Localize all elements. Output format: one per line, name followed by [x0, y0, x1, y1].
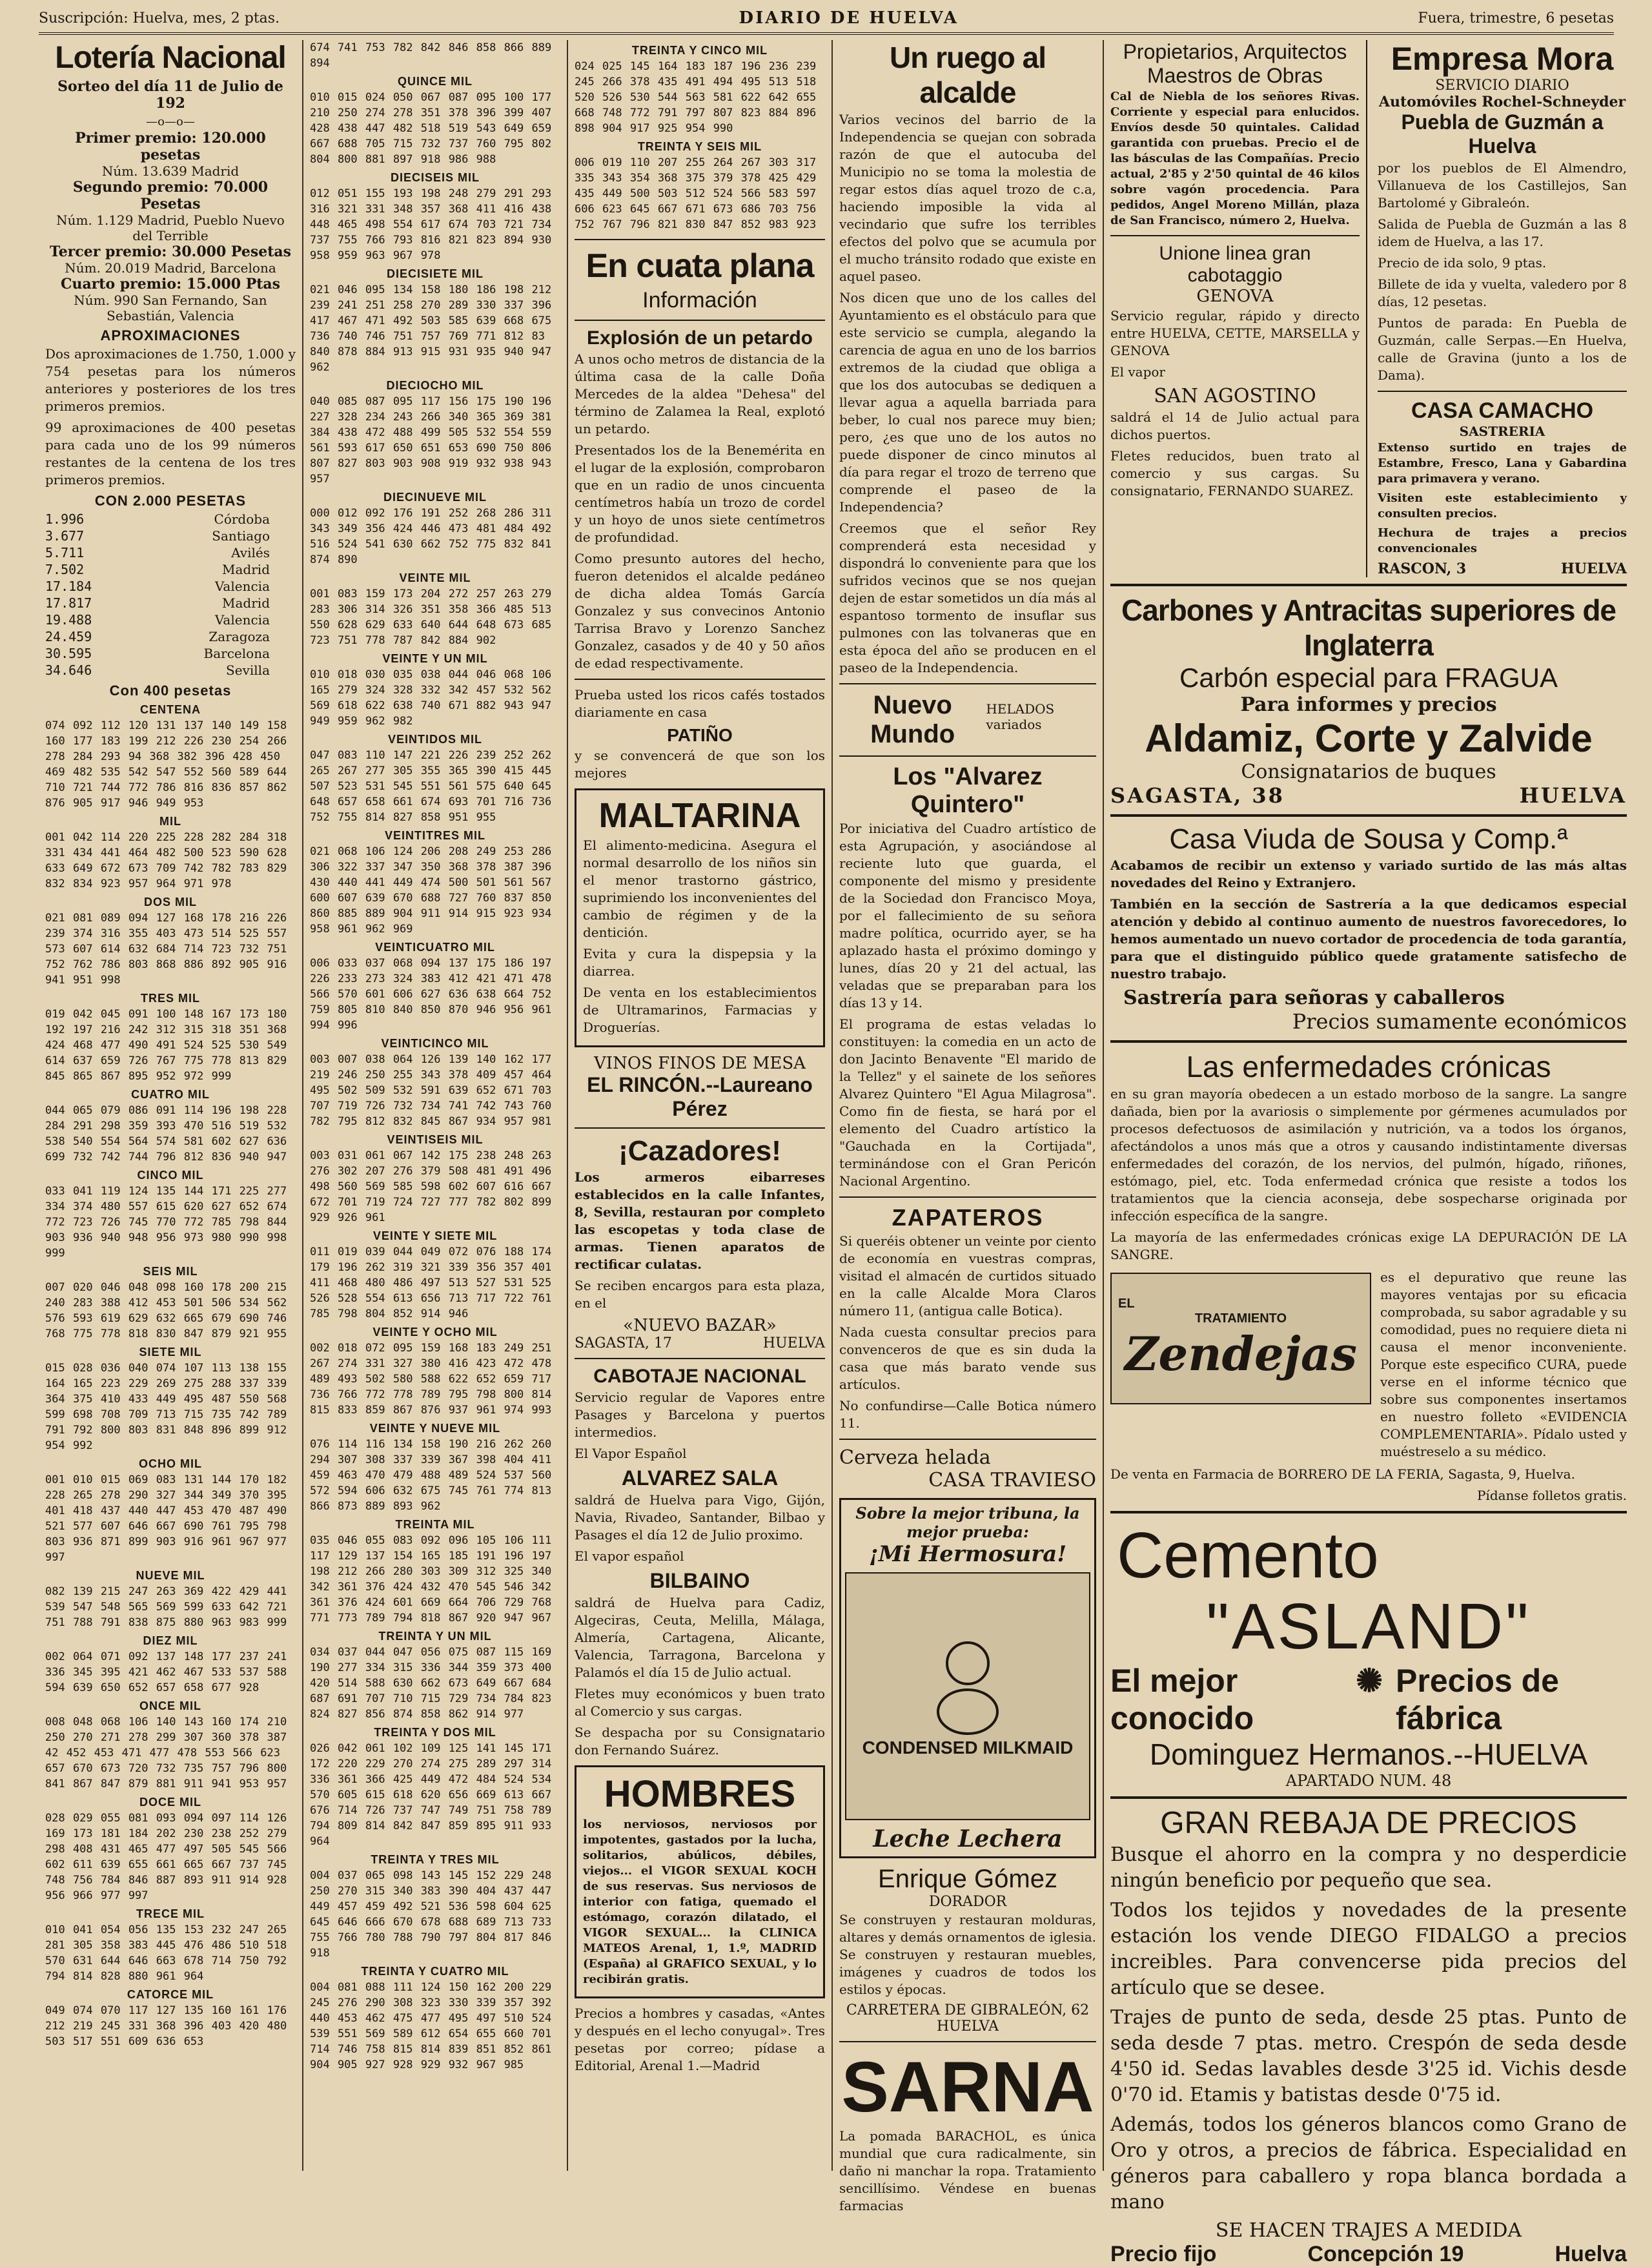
leche-slogan-2: ¡Mi Hermosura!	[868, 1541, 1067, 1567]
rebaja-title: GRAN REBAJA DE PRECIOS	[1160, 1806, 1577, 1840]
section-heading: ONCE MIL	[139, 1699, 201, 1712]
carbones-info: Para informes y precios	[1240, 693, 1497, 716]
ticket-city: Avilés	[231, 545, 270, 560]
section-numbers: 011 019 039 044 049 072 076 188 174 179 196 262 319 321 339 356 357 401 411 468 480 486 497 513 527 531 525 526 528 554 613 656 713 717 722 761 785 798 804 852 914 946	[310, 1246, 560, 1320]
ruego-p3: Creemos que el señor Rey comprenderá esta necesidad y dispondrá lo conveniente para que los sufridos vecinos que se nos quejan dejen de estar sometidos un día más al espantoso tormento de insuflar sus pulmones con las tolvaneras que en esta época del año se producen en el paseo de la Independencia.	[839, 520, 1096, 675]
divider	[839, 755, 1096, 757]
cabotaje-vapor2: El vapor español	[575, 1548, 684, 1564]
cabotaje-p1: Servicio regular de Vapores entre Pasages y Barcelona y puertos intermedios.	[575, 1390, 825, 1440]
unione-p3: Fletes reducidos, buen trato al comercio y sus cargas. Su consignatario, FERNANDO SUAREZ.	[1110, 448, 1360, 498]
ticket-number: 34.646	[45, 662, 92, 678]
mora-cars: Automóviles Rochel-Schneyder	[1378, 94, 1626, 110]
section-heading: TRECE MIL	[136, 1907, 205, 1920]
maltarina-p2: Evita y cura la dispepsia y la diarrea.	[583, 946, 817, 979]
ticket-city: Zaragoza	[209, 629, 270, 644]
divider	[839, 1439, 1096, 1440]
rebaja-footer	[1110, 2242, 1627, 2267]
section-heading: CINCO MIL	[137, 1169, 204, 1182]
section-numbers: 044 065 079 086 091 114 196 198 228 284 291 298 359 393 470 516 519 532 538 540 554 564 574 581 602 627 636 699 732 742 744 796 812 836 940 947	[45, 1104, 295, 1164]
baby-illustration-icon	[916, 1634, 1019, 1738]
leche-ad	[839, 1498, 1096, 1858]
section-numbers: 001 083 159 173 204 272 257 263 279 283 306 314 326 351 358 366 485 513 550 628 629 633 640 644 648 673 685 723 751 778 787 842 884 902	[310, 588, 560, 647]
patino-intro: Prueba usted los ricos cafés tostados diariamente en casa	[575, 687, 825, 720]
prize-list	[45, 130, 296, 323]
cazadores-city: HUELVA	[762, 1335, 825, 1351]
section-numbers: 008 048 068 106 140 143 160 174 210 250 270 271 278 299 307 360 378 387 42 452 453 471 477 478 553 566 623 657 670 673 720 732 735 757 796 800 841 867 847 879 881 911 941 953 957	[45, 1716, 295, 1790]
divider	[575, 1358, 825, 1359]
camacho-p1: Extenso surtido en trajes de Estambre, Fresco, Lana y Gabardina para primavera y verano.	[1378, 441, 1627, 486]
ticket-city: Valencia	[214, 579, 270, 594]
list-item	[45, 611, 296, 628]
section-numbers: 024 025 145 164 183 187 196 236 239 245 266 378 435 491 494 495 513 518 520 526 530 544 563 581 622 642 655 668 748 772 791 797 807 823 884 896 898 904 917 925 954 990	[575, 60, 824, 135]
cabotaje-vapor1: El Vapor Español	[575, 1446, 687, 1461]
sousa-p1: Acabamos de recibir un extenso y variado surtido de las más altas novedades del Reino y Extranjero.	[1110, 857, 1627, 890]
divider	[839, 2041, 1096, 2042]
footer-right: Huelva	[1555, 2242, 1627, 2266]
camacho-p2: Visiten este establecimiento y consulten precios.	[1378, 491, 1627, 520]
sousa-prices: Precios sumamente económicos	[1292, 1009, 1627, 1034]
masthead-subscription-outside: Fuera, trimestre, 6 pesetas	[1418, 10, 1614, 26]
hombres-p2: Precios a hombres y casadas, «Antes y después en el lecho conyugal». Tres pesetas por correo; pídase a Editorial, Arenal 1.—Madrid	[575, 2005, 825, 2073]
gomez-p1: Se construyen y restauran molduras, altares y demás ornamentos de iglesia. Se construyen y restauran muebles, imágenes y cuadros de todos los estilos y épocas.	[839, 1912, 1096, 1997]
section-heading: CUATRO MIL	[131, 1088, 210, 1101]
section-heading: TREINTA Y CINCO MIL	[631, 44, 768, 57]
ruego-p2: Nos dicen que uno de los calles del Ayuntamiento es el obstáculo para que este servicio se cumpla, alegando la carencia de agua en uno de los barrios extremos de la ciudad que obliga a que los dos autocubas se dediquen a llevar agua a aquella barriada para beber, lo cual nos parece muy bien; pero, ¿es que uno de los autos no puede disponer de cinco minutos al día para regar el trozo de terreno que comprende el paseo de la Independencia?	[839, 290, 1096, 515]
sousa-p2: También en la sección de Sastrería a la que dedicamos especial atención y debido al continuo aumento de nuestros favorecedores, lo hemos aumentado un nuevo cortador de procedencia de toda garantía, para que el distinguido público quede gratamente satisfecho de nuestro trabajo.	[1110, 896, 1627, 981]
section-heading: VEINTITRES MIL	[384, 829, 485, 842]
footer-left: Precio fijo	[1110, 2242, 1217, 2266]
ticket-number: 19.488	[45, 612, 92, 628]
section-numbers: 010 015 024 050 067 087 095 100 177 210 250 274 278 351 378 396 399 407 428 438 447 482 518 519 543 649 659 667 688 705 715 732 737 760 795 802 804 800 881 897 918 986 988	[310, 91, 560, 166]
cerveza-name: CASA TRAVIESO	[928, 1469, 1096, 1492]
section-numbers: 047 083 110 147 221 226 239 252 262 265 267 277 305 355 365 390 415 445 507 523 531 545 551 561 575 640 645 648 657 658 661 674 693 701 716 736 752 755 814 827 858 951 955	[310, 749, 560, 824]
camacho-sub: SASTRERIA	[1459, 424, 1545, 439]
unione-ship: SAN AGOSTINO	[1154, 385, 1316, 407]
masthead-subscription-local: Suscripción: Huelva, mes, 2 ptas.	[39, 10, 280, 26]
prize-label: Cuarto premio: 15.000 Ptas	[60, 276, 281, 292]
section-heading: DIECINUEVE MIL	[383, 491, 487, 504]
section-heading: TREINTA Y TRES MIL	[371, 1853, 500, 1866]
list-item	[45, 578, 296, 595]
divider	[839, 683, 1096, 684]
section-numbers: 076 114 116 134 158 190 216 262 260 294 307 308 337 339 367 398 404 411 459 463 470 479 488 489 524 537 560 572 594 606 632 675 745 761 774 813 866 873 889 893 962	[310, 1438, 560, 1513]
rebaja-p1: Busque el ahorro en la compra y no desperdicie ningún beneficio por pequeño que sea.	[1110, 1843, 1627, 1892]
ticket-city: Madrid	[222, 595, 270, 611]
camacho-p3: Hechura de trajes a precios convencionales	[1378, 526, 1627, 555]
cabotaje-p5: Se despacha por su Consignatario don Fernando Suárez.	[575, 1725, 825, 1758]
cemento-apt: APARTADO NUM. 48	[1285, 1772, 1452, 1790]
leche-slogan-1: Sobre la mejor tribuna, la mejor prueba:	[855, 1504, 1080, 1541]
section-heading: VEINTICINCO MIL	[381, 1037, 489, 1050]
mora-sub: SERVICIO DIARIO	[1435, 77, 1569, 94]
patino-outro: y se convencerá de que son los mejores	[575, 748, 825, 781]
carbones-role: Consignatarios de buques	[1241, 761, 1496, 783]
section-numbers: 019 042 045 091 100 148 167 173 180 192 197 216 242 312 315 318 351 368 424 468 477 490 491 524 525 530 549 614 637 659 726 767 775 778 813 829 845 865 867 895 952 972 999	[45, 1008, 295, 1083]
divider	[575, 679, 825, 680]
vinos-title: VINOS FINOS DE MESA	[594, 1054, 806, 1073]
carbones-sub: Carbón especial para FRAGUA	[1179, 662, 1558, 693]
divider	[575, 239, 825, 240]
section-numbers: 033 041 119 124 135 144 171 225 277 334 374 480 557 615 620 627 652 674 772 723 726 745 770 772 785 798 844 903 936 940 948 956 973 980 990 998 999	[45, 1185, 295, 1260]
sousa-line: Sastrería para señoras y caballeros	[1123, 987, 1505, 1009]
lottery-subtitle: Sorteo del día 11 de Julio de 192	[57, 78, 283, 112]
gomez-sub: DORADOR	[928, 1894, 1007, 1910]
zendejas-logo	[1110, 1273, 1371, 1404]
enf-p1: en su gran mayoría obedecen a un estado morboso de la sangre. La sangre dañada, bien por la avariosis o simplemente por gérmenes acumulados por procesos defectuosos de asimilación y nutrición, va a todos los órganos, afectándolos a unos más que a otros y causando indistintamente diversas enfermedades del corazón, de los nervios, del pulmón, hígado, riñones, estómago, piel, etc. Toda enfermedad crónica que resiste a todos los tratamientos que la ciencia aconseja, debe sospecharse originada por infección específica de la sangre.	[1110, 1086, 1627, 1224]
section-heading: DIECIOCHO MIL	[386, 379, 484, 392]
section-numbers: 010 018 030 035 038 044 046 068 106 165 279 324 328 332 342 457 532 562 569 618 622 638 740 671 882 943 947 949 959 962 982	[310, 668, 560, 728]
ticket-city: Barcelona	[203, 646, 270, 661]
alvarez-p1: Por iniciativa del Cuadro artístico de esta Agrupación, y asociándose al reciente luto que guarda, el componente del mismo y presidente de la Sociedad don Francisco Moya, por el fallecimiento de su señora madre política, ocurrido ayer, se ha aplazado hasta el próximo domingo y lunes, días 20 y 21 del actual, las veladas que se preparaban para los días 13 y 14.	[839, 821, 1096, 1010]
section-numbers: 012 051 155 193 198 248 279 291 293 316 321 331 348 357 368 411 416 438 448 465 498 554 617 674 703 721 734 737 755 766 793 816 821 823 894 930 958 959 963 967 978	[310, 187, 560, 262]
list-item	[45, 645, 296, 662]
cabotaje-ship2: BILBAINO	[649, 1569, 750, 1592]
section-heading: OCHO MIL	[139, 1457, 202, 1470]
masthead-title: DIARIO DE HUELVA	[739, 8, 959, 28]
ticket-number: 7.502	[45, 562, 85, 577]
petardo-p3: Como presunto autores del hecho, fueron detenidos el alcalde pedáneo de dicha aldea Tomás García Gonzalez y sus convecinos Antonio Tarrisa Bravo y Lorenzo Sanchez Gonzalez, casados y de 40 y 50 años de edad respectivamente.	[575, 551, 825, 671]
list-item	[45, 511, 296, 528]
gomez-title: Enrique Gómez	[878, 1865, 1057, 1893]
cabotaje-ship1: ALVAREZ SALA	[621, 1466, 779, 1490]
cazadores-p2: Se reciben encargos para esta plaza, en el	[575, 1278, 825, 1311]
gomez-city: HUELVA	[936, 2018, 999, 2035]
cuata-title: En cuata plana	[586, 247, 814, 285]
rebaja-p3: Trajes de punto de seda, desde 25 ptas. Punto de seda desde 7 ptas. metro. Crespón de seda desde 4'50 id. Sedas lavables desde 3'25 id. Vichis desde 0'70 id. Etamis y batistas desde 0'75 id.	[1110, 2006, 1627, 2106]
section-numbers: 028 029 055 081 093 094 097 114 126 169 173 181 184 202 230 238 252 279 298 408 431 465 477 497 505 545 566 602 611 639 655 661 665 667 737 745 748 756 784 846 887 893 911 914 928 956 966 977 997	[45, 1812, 295, 1902]
list-item	[45, 528, 296, 544]
mora-p3: Precio de ida solo, 9 ptas.	[1378, 255, 1547, 271]
section-heading: VEINTE Y OCHO MIL	[372, 1326, 498, 1339]
section-numbers: 010 041 054 056 135 153 232 247 265 281 305 358 383 445 476 486 510 518 570 631 644 646 663 678 714 750 792 794 814 828 880 961 964	[45, 1923, 295, 1983]
lottery-sections-col1	[45, 703, 296, 2049]
hombres-title: HOMBRES	[604, 1773, 796, 1815]
zapateros-title: ZAPATEROS	[892, 1204, 1044, 1231]
maltarina-p3: De venta en los establecimientos de Ultramarinos, Farmacias y Droguerías.	[583, 985, 817, 1035]
leche-illustration	[845, 1572, 1090, 1820]
section-numbers: 004 037 065 098 143 145 152 229 248 250 270 315 340 383 390 404 437 447 449 457 459 492 521 536 598 604 625 645 646 666 670 678 688 689 713 733 755 766 780 788 790 797 804 817 846 918	[310, 1869, 560, 1960]
ticket-city: Madrid	[222, 562, 270, 577]
ticket-number: 17.184	[45, 579, 92, 594]
approx-text-2: 99 aproximaciones de 400 pesetas para cada uno de los 99 números restantes de la centena de los tres primeros premios.	[45, 420, 296, 487]
top-ads-row	[1110, 40, 1627, 577]
lottery-sections-col3	[575, 44, 825, 232]
divider	[1110, 1511, 1627, 1513]
cemento-star-icon: ✺	[1356, 1663, 1383, 1699]
footer-mid: Concepción 19	[1307, 2242, 1464, 2266]
carbones-address: SAGASTA, 38	[1110, 783, 1285, 808]
enf-p3: es el depurativo que reune las mayores ventajas por su eficacia comprobada, su sabor agradable y su comodidad, pues no requiere dieta ni causa el menor inconveniente. Porque este especifico CURA, puede verse en el informe técnico que sobre sus componentes insertamos en nuestro folleto «EVIDENCIA COMPLEMENTARIA». Pídalo usted y muéstreselo a su médico.	[1380, 1269, 1627, 1459]
section-numbers: 006 019 110 207 255 264 267 303 317 335 343 354 368 375 379 378 425 429 435 449 500 503 512 524 566 583 597 606 623 645 667 671 673 686 703 756 752 767 796 821 830 847 852 983 923	[575, 156, 824, 231]
patino-name: PATIÑO	[667, 725, 733, 745]
section-numbers: 034 037 044 047 056 075 087 115 169 190 277 334 315 336 344 359 373 400 420 514 588 630 662 673 649 667 684 687 691 707 710 715 729 734 784 823 824 827 856 874 858 862 914 977	[310, 1646, 560, 1721]
hombres-ad	[575, 1765, 825, 1998]
enf-trat: TRATAMIENTO	[1194, 1311, 1287, 1326]
section-numbers: 004 081 088 111 124 150 162 200 229 245 276 290 308 323 330 339 357 392 440 453 462 475 477 495 497 510 524 539 551 569 589 612 654 655 660 701 714 746 758 815 814 839 851 852 861 904 905 927 928 929 932 967 985	[310, 1981, 560, 2071]
section-heading: CENTENA	[139, 703, 201, 716]
divider	[575, 1127, 825, 1129]
mora-p1: por los pueblos de El Almendro, Villanueva de los Castillejos, San Bartolomé y Gibraleón.	[1378, 160, 1627, 210]
divider	[1110, 814, 1627, 817]
alvarez-p2: El programa de estas veladas lo constituyen: la comedia en un acto de don Jacinto Benavente "El marido de la Tellez" y el sainete de los señores Alvarez Quintero "El Agua Milagrosa". Como fin de fiesta, se hará por el elemento del Cuadro artístico la "Gauchada en la Cortijada", terminándose con el Gran Pericón Nacional Argentino.	[839, 1016, 1096, 1189]
cabotaje-p2: saldrá de Huelva para Vigo, Gijón, Navia, Rivadeo, Santander, Bilbao y Pasages el día 12 de Julio proximo.	[575, 1492, 825, 1543]
rebaja-p2: Todos los tejidos y novedades de la presente estación los vende DIEGO FIDALGO a precios increibles. Para convencerse pida precios del artículo que se desee.	[1110, 1899, 1627, 1999]
ticket-number: 17.817	[45, 595, 92, 611]
section-heading: VEINTIDOS MIL	[387, 733, 482, 746]
sarna-p1: La pomada BARACHOL, es única mundial que cura radicalmente, sin daño ni manchar la ropa. Tratamiento sencillísimo. Véndese en buenas farmacias	[839, 2128, 1096, 2213]
rebaja-p4: Además, todos los géneros blancos como Grano de Oro y otros, a precios de fábrica. Especialidad en géneros para caballero y ropa blanca bordada a mano	[1110, 2113, 1627, 2213]
list-item	[45, 561, 296, 578]
cazadores-p1: Los armeros eibarreses establecidos en la calle Infantes, 8, Sevilla, restauran por completo las escopetas y toda clase de armas. Tienen aparatos de rectificar culatas.	[575, 1169, 825, 1272]
section-numbers: 006 033 037 068 094 137 175 186 197 226 233 273 324 383 412 421 471 478 566 570 601 606 627 636 638 664 752 759 805 810 840 850 870 946 956 961 994 996	[310, 957, 560, 1032]
section-numbers: 049 074 070 117 127 135 160 161 176 212 219 245 331 368 396 403 420 480 503 517 551 609 636 653	[45, 2004, 295, 2048]
enf-p5: Pídanse folletos gratis.	[1476, 1488, 1627, 1503]
prize-label: Tercer premio: 30.000 Pesetas	[49, 243, 292, 260]
unione-p1: Servicio regular, rápido y directo entre HUELVA, CETTE, MARSELLA y GENOVA	[1110, 308, 1360, 358]
vinos-name: EL RINCÓN.--Laureano Pérez	[587, 1073, 813, 1120]
sousa-title: Casa Viuda de Sousa y Comp.ª	[1169, 823, 1568, 855]
section-numbers: 002 018 072 095 159 168 183 249 251 267 274 331 327 380 416 423 472 478 489 493 502 580 588 622 652 659 717 736 766 772 778 789 795 798 800 814 815 833 859 867 876 937 961 974 993	[310, 1342, 560, 1417]
prize-detail: Núm. 13.639 Madrid	[101, 163, 240, 179]
con400-title: Con 400 pesetas	[109, 682, 232, 699]
leche-brand: Leche Lechera	[873, 1825, 1063, 1852]
section-heading: TREINTA Y SEIS MIL	[637, 140, 762, 153]
camacho-title: CASA CAMACHO	[1411, 398, 1594, 423]
zapateros-p1: Si queréis obtener un veinte por ciento de economía en vuestras compras, visitad el almacén de curtidos situado en la calle Alcalde Mora Claros número 11, (antigua calle Botica).	[839, 1233, 1096, 1318]
petardo-p2: Presentados los de la Benemérita en el lugar de la explosión, comprobaron que en un radio de unos cincuenta centímetros había un trozo de cordel y un hoyo de unos siete centímetros de profundidad.	[575, 442, 825, 545]
unione-p2: saldrá el 14 de Julio actual para dichos puertos.	[1110, 409, 1360, 442]
prize-label: Primer premio: 120.000 pesetas	[75, 130, 266, 163]
column-news-ads	[568, 40, 833, 2171]
enf-brand: Zendejas	[1124, 1326, 1358, 1381]
column-lottery-1	[39, 40, 303, 2171]
maltarina-ad	[575, 788, 825, 1047]
prop-title-2: Maestros de Obras	[1147, 64, 1323, 87]
section-numbers: 074 092 112 120 131 137 140 149 158 160 177 183 199 212 226 230 254 266 278 284 293 94 368 382 396 428 450 469 482 535 542 547 552 560 589 644 710 721 744 772 786 816 836 857 862 876 905 917 946 949 953	[45, 719, 295, 810]
hombres-p1: los nerviosos, nerviosos por impotentes, gastados por la lucha, solitarios, abúlicos, débiles, viejos... el VIGOR SEXUAL KOCH de sus reservas. Sus nerviosos de interior con fatiga, quemado el estómago, corazón dilatado, el VIGOR SEXUAL... la CLINICA MATEOS Arenal, 1, 1.º, MADRID (España) al GRAFICO SEXUAL, y lo recibirán gratis.	[583, 1818, 817, 1986]
section-heading: TREINTA Y UN MIL	[378, 1630, 492, 1643]
column-local-news	[833, 40, 1104, 2213]
alvarez-title: Los "Alvarez Quintero"	[893, 763, 1043, 818]
section-heading: TREINTA Y CUATRO MIL	[361, 1965, 509, 1978]
ticket-number: 5.711	[45, 545, 85, 560]
enf-p4: De venta en Farmacia de BORRERO DE LA FERIA, Sagasta, 9, Huelva.	[1110, 1466, 1575, 1482]
section-numbers: 021 068 106 124 206 208 249 253 286 306 322 337 347 350 368 378 387 396 430 440 441 449 474 500 501 561 567 600 607 639 670 688 727 760 837 850 860 885 889 904 911 914 915 923 934 958 961 962 969	[310, 845, 560, 936]
prop-p1: Cal de Niebla de los señores Rivas. Corriente y especial para enlucidos. Envíos desde 50 quintales. Calidad garantida con pruebas. Precio el de las básculas de las Compañías. Precio actual, 2'85 y 2'50 quintal de 46 kilos sobre vagón procedencia. Para pedidos, Angel Moreno Millán, plaza de San Francisco, número 2, Huelva.	[1110, 90, 1360, 227]
section-heading: DIECISIETE MIL	[386, 267, 484, 280]
nuevo-mundo-title: Nuevo Mundo	[870, 691, 955, 748]
mora-p5: Puntos de parada: En Puebla de Guzmán, calle Serpas.—En Huelva, calle de Gravina (junto a los de Dama).	[1378, 315, 1627, 383]
con2000-title: CON 2.000 PESETAS	[94, 493, 247, 509]
section-heading: DIECISEIS MIL	[390, 171, 480, 184]
cazadores-title: ¡Cazadores!	[618, 1135, 781, 1167]
divider	[1110, 1040, 1627, 1043]
cemento-title: Cemento	[1117, 1519, 1379, 1592]
enf-el: EL	[1118, 1296, 1135, 1311]
mora-route: Puebla de Guzmán a Huelva	[1401, 110, 1604, 158]
section-heading: MIL	[159, 815, 181, 828]
carbones-city: HUELVA	[1519, 783, 1627, 808]
ticket-city: Valencia	[214, 612, 270, 628]
ticket-number: 24.459	[45, 629, 92, 644]
section-heading: VEINTE Y UN MIL	[382, 652, 488, 665]
section-heading: VEINTE MIL	[399, 571, 471, 584]
enf-title: Las enfermedades crónicas	[1186, 1050, 1551, 1083]
mora-title: Empresa Mora	[1391, 41, 1614, 77]
carbones-title: Carbones y Antracitas superiores de Inglaterra	[1121, 593, 1616, 662]
section-heading: DIEZ MIL	[143, 1634, 198, 1647]
cemento-line-right: Precios de fábrica	[1396, 1663, 1559, 1736]
column-ads-wide	[1104, 40, 1633, 2266]
section-numbers: 000 012 092 176 191 252 268 286 311 343 349 356 424 446 473 481 484 492 516 524 541 630 662 752 775 832 841 874 890	[310, 507, 560, 566]
cemento-name: Dominguez Hermanos.--HUELVA	[1149, 1738, 1588, 1771]
prize-detail: Núm. 1.129 Madrid, Pueblo Nuevo del Terrible	[56, 212, 285, 243]
cazadores-address: SAGASTA, 17	[575, 1335, 672, 1351]
cemento-line-left: El mejor conocido	[1110, 1663, 1254, 1736]
ticket-city: Sevilla	[226, 662, 270, 678]
lottery-continued-numbers: 674 741 753 782 842 846 858 866 889 894	[310, 41, 560, 70]
divider	[839, 1196, 1096, 1198]
gomez-address: CARRETERA DE GIBRALEÓN, 62	[846, 2002, 1090, 2018]
masthead	[39, 4, 1614, 35]
section-heading: QUINCE MIL	[398, 75, 473, 88]
maltarina-p1: El alimento-medicina. Asegura el normal desarrollo de los niños sin el menor trastorno gástrico, suprimiendo los inconvenientes del cambio de régimen y de la dentición.	[583, 837, 817, 940]
section-numbers: 002 064 071 092 137 148 177 237 241 336 345 395 421 462 467 533 537 588 594 639 650 652 657 658 677 928	[45, 1650, 295, 1694]
cuata-subtitle: Información	[642, 288, 757, 313]
section-numbers: 021 046 095 134 158 180 186 198 212 239 241 251 258 270 289 330 337 396 417 467 471 492 503 585 639 668 675 736 740 746 751 757 769 771 812 83 840 878 884 913 915 931 935 940 947 962	[310, 283, 560, 374]
cerveza-title: Cerveza helada	[839, 1446, 991, 1469]
section-numbers: 001 042 114 220 225 228 282 284 318 331 434 441 464 482 500 523 590 628 633 649 672 673 709 742 782 783 829 832 834 923 957 964 971 978	[45, 831, 295, 890]
list-item	[45, 544, 296, 561]
section-numbers: 015 028 036 040 074 107 113 138 155 164 165 223 229 269 275 288 337 339 364 375 410 433 449 495 487 550 568 599 698 708 709 713 715 735 742 789 791 792 800 803 831 848 896 899 912 954 992	[45, 1362, 295, 1452]
ruego-p1: Varios vecinos del barrio de la Independencia se quejan con sobrada razón de que el autocuba del Municipio no se toma la molestia de regar estos días aquel trozo de c.a, haciendo imposible la vida al vecindario que sufre los terribles efectos del polvo que se acumula por el mucho tránsito rodado que existe en aquel paseo.	[839, 112, 1096, 284]
con2000-list	[45, 511, 296, 679]
prop-title-1: Propietarios, Arquitectos	[1123, 40, 1347, 63]
section-numbers: 001 010 015 069 083 131 144 170 182 228 265 278 290 327 344 349 370 395 401 418 437 440 447 453 470 487 490 521 577 607 646 667 690 761 795 798 803 936 871 899 903 916 961 967 977 997	[45, 1473, 295, 1564]
column-lottery-2	[303, 40, 568, 2171]
prize-detail: Núm. 20.019 Madrid, Barcelona	[65, 260, 276, 276]
ticket-city: Córdoba	[214, 511, 270, 527]
divider	[575, 320, 825, 321]
ruego-title: Un ruego al alcalde	[889, 41, 1046, 109]
section-numbers: 003 007 038 064 126 139 140 162 177 219 246 250 255 343 378 409 457 464 495 502 509 532 591 639 652 671 703 707 719 726 732 734 741 742 743 760 782 795 812 832 845 867 934 957 981	[310, 1053, 560, 1128]
approx-text-1: Dos aproximaciones de 1.750, 1.000 y 754 pesetas para los números anteriores y posteriores de los tres primeros premios.	[45, 346, 296, 414]
section-heading: SEIS MIL	[143, 1265, 198, 1278]
nuevo-mundo-sub: HELADOS variados	[986, 701, 1055, 732]
section-numbers: 035 046 055 083 092 096 105 106 111 117 129 137 154 165 185 191 196 197 198 212 266 280 303 309 312 325 340 342 361 376 424 432 470 545 546 342 361 376 424 601 669 664 706 729 768 771 773 789 794 818 867 920 947 967	[310, 1534, 560, 1625]
section-heading: TREINTA Y DOS MIL	[374, 1726, 496, 1739]
list-item	[45, 628, 296, 645]
lottery-sections-col2	[310, 75, 560, 2073]
approx-title: APROXIMACIONES	[100, 327, 241, 344]
section-heading: VEINTICUATRO MIL	[375, 941, 495, 954]
divider	[1110, 584, 1627, 586]
section-numbers: 003 031 061 067 142 175 238 248 263 276 302 207 276 379 508 481 491 496 498 560 569 585 598 602 607 616 667 672 701 719 724 727 777 782 802 899 929 926 961	[310, 1149, 560, 1224]
sarna-title: SARNA	[841, 2047, 1094, 2127]
list-item	[45, 595, 296, 611]
section-heading: SIETE MIL	[139, 1346, 202, 1359]
section-heading: VEINTISEIS MIL	[387, 1133, 484, 1146]
prize-detail: Núm. 990 San Fernando, San Sebastián, Valencia	[74, 292, 267, 323]
section-numbers: 082 139 215 247 263 369 422 429 441 539 547 548 565 569 599 633 642 721 751 788 791 838 875 880 963 983 999	[45, 1585, 295, 1629]
camacho-city: HUELVA	[1560, 560, 1627, 577]
section-numbers: 026 042 061 102 109 125 141 145 171 172 220 229 270 274 275 289 297 314 336 361 366 425 449 472 484 524 534 570 605 615 618 620 656 669 613 667 676 714 726 737 747 749 751 758 789 794 809 814 842 847 859 895 911 933 964	[310, 1742, 560, 1848]
enf-p2: La mayoría de las enfermedades crónicas exige LA DEPURACIÓN DE LA SANGRE.	[1110, 1229, 1627, 1262]
leche-can-label: CONDENSED MILKMAID	[862, 1738, 1074, 1758]
unione-title: Unione linea gran cabotaggio	[1159, 243, 1311, 286]
section-heading: NUEVE MIL	[136, 1569, 205, 1582]
rebaja-p5: SE HACEN TRAJES A MEDIDA	[1215, 2219, 1522, 2242]
section-heading: VEINTE Y NUEVE MIL	[369, 1422, 501, 1435]
mora-ad	[1378, 40, 1627, 577]
lottery-title: Lotería Nacional	[55, 41, 286, 75]
unione-vapor: El vapor	[1110, 364, 1165, 380]
mora-p4: Billete de ida y vuelta, valedero por 8 días, 12 pesetas.	[1378, 276, 1627, 309]
divider	[1378, 391, 1627, 392]
carbones-name: Aldamiz, Corte y Zalvide	[1145, 717, 1593, 760]
section-heading: DOS MIL	[144, 896, 197, 908]
petardo-title: Explosión de un petardo	[586, 327, 813, 349]
camacho-address: RASCON, 3	[1378, 560, 1467, 577]
mora-p2: Salida de Puebla de Guzmán a las 8 idem de Huelva, a las 17.	[1378, 216, 1627, 249]
ticket-number: 3.677	[45, 528, 85, 544]
zapateros-p2: Nada cuesta consultar precios para convenceros de que es sin duda la casa que más barato vende sus artículos.	[839, 1324, 1096, 1392]
section-heading: TREINTA MIL	[395, 1518, 475, 1531]
cabotaje-title: CABOTAJE NACIONAL	[593, 1366, 806, 1387]
cabotaje-p4: Fletes muy económicos y buen trato al Comercio y sus cargas.	[575, 1686, 825, 1719]
ticket-number: 30.595	[45, 646, 92, 661]
prop-ad	[1110, 40, 1367, 577]
section-heading: TRES MIL	[141, 992, 200, 1005]
cazadores-shop: «NUEVO BAZAR»	[623, 1316, 777, 1335]
section-heading: CATORCE MIL	[127, 1988, 214, 2001]
petardo-p1: A unos ocho metros de distancia de la última casa de la calle Doña Mercedes de la aldea "Dehesa" del término de Zalamea la Real, explotó un petardo.	[575, 351, 825, 436]
cemento-brand: "ASLAND"	[1206, 1590, 1531, 1663]
unione-city: GENOVA	[1196, 287, 1274, 306]
section-heading: DOCE MIL	[139, 1796, 201, 1809]
section-numbers: 021 081 089 094 127 168 178 216 226 239 374 316 355 403 473 514 525 557 573 607 614 632 684 714 723 732 751 752 762 786 803 868 886 892 905 916 941 951 998	[45, 912, 295, 987]
lottery-divider: —o—o—	[146, 115, 195, 128]
maltarina-title: MALTARINA	[598, 796, 801, 835]
ticket-city: Santiago	[212, 528, 270, 544]
divider	[1110, 1796, 1627, 1799]
prize-label: Segundo premio: 70.000 Pesetas	[72, 179, 269, 212]
zapateros-p3: No confundirse—Calle Botica número 11.	[839, 1398, 1096, 1431]
section-numbers: 007 020 046 048 098 160 178 200 215 240 283 388 412 453 501 506 534 562 576 593 619 629 632 665 679 690 746 768 775 778 818 830 847 879 921 955	[45, 1281, 295, 1340]
list-item	[45, 662, 296, 679]
cabotaje-p3: saldrá de Huelva para Cadiz, Algeciras, Ceuta, Melilla, Málaga, Almería, Cartagena, Alicante, Valencia, Tarragona, Barcelona y Palamós el día 15 de Julio actual.	[575, 1595, 825, 1680]
section-numbers: 040 085 087 095 117 156 175 190 196 227 328 234 243 266 340 365 369 381 384 438 472 488 499 505 532 554 559 561 593 617 650 651 653 690 750 806 807 827 803 903 908 919 932 938 943 957	[310, 395, 560, 486]
ticket-number: 1.996	[45, 511, 85, 527]
section-heading: VEINTE Y SIETE MIL	[372, 1229, 498, 1242]
divider	[1110, 235, 1360, 236]
